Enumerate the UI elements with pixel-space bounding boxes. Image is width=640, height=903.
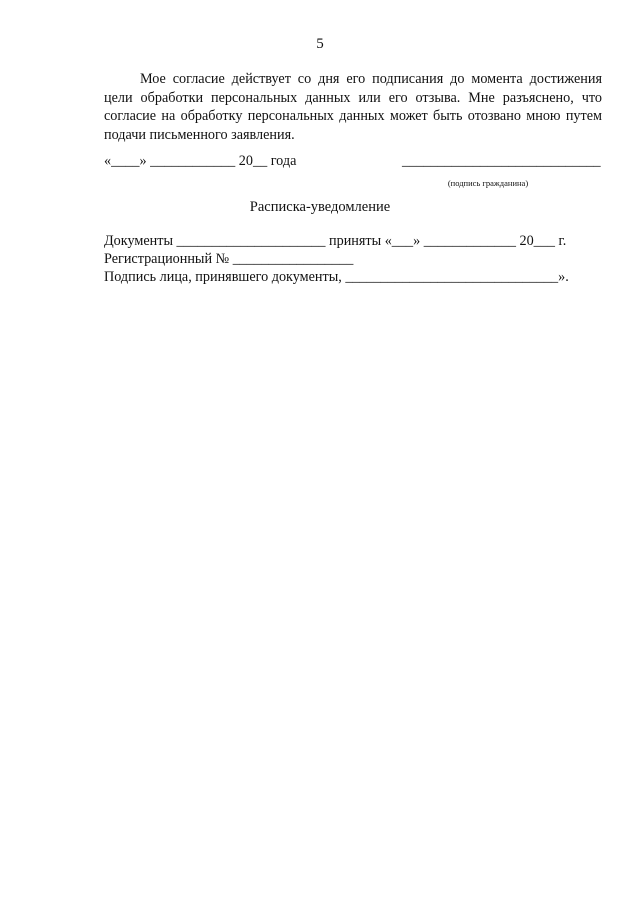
page-number: 5 [316, 36, 324, 52]
signature-caption: (подпись гражданина) [447, 178, 529, 188]
date-line: «____» ____________ 20__ года [104, 153, 297, 169]
consent-paragraph: Мое согласие действует со дня его подписания до момента достижения цели обработки персональных данных или его отзыва. Мне разъяснено, что согласие на обработку персональных данных может быть отозвано мною путем подачи письменного заявления. [104, 71, 602, 143]
signature-line: ____________________________ [402, 153, 601, 169]
receipt-signature-line: Подпись лица, принявшего документы, ______________________________». [104, 269, 569, 285]
receipt-title: Расписка-уведомление [249, 199, 391, 215]
receipt-documents-line: Документы _____________________ приняты «___» _____________ 20___ г. [104, 233, 567, 249]
receipt-registration-line: Регистрационный № _________________ [104, 251, 354, 267]
